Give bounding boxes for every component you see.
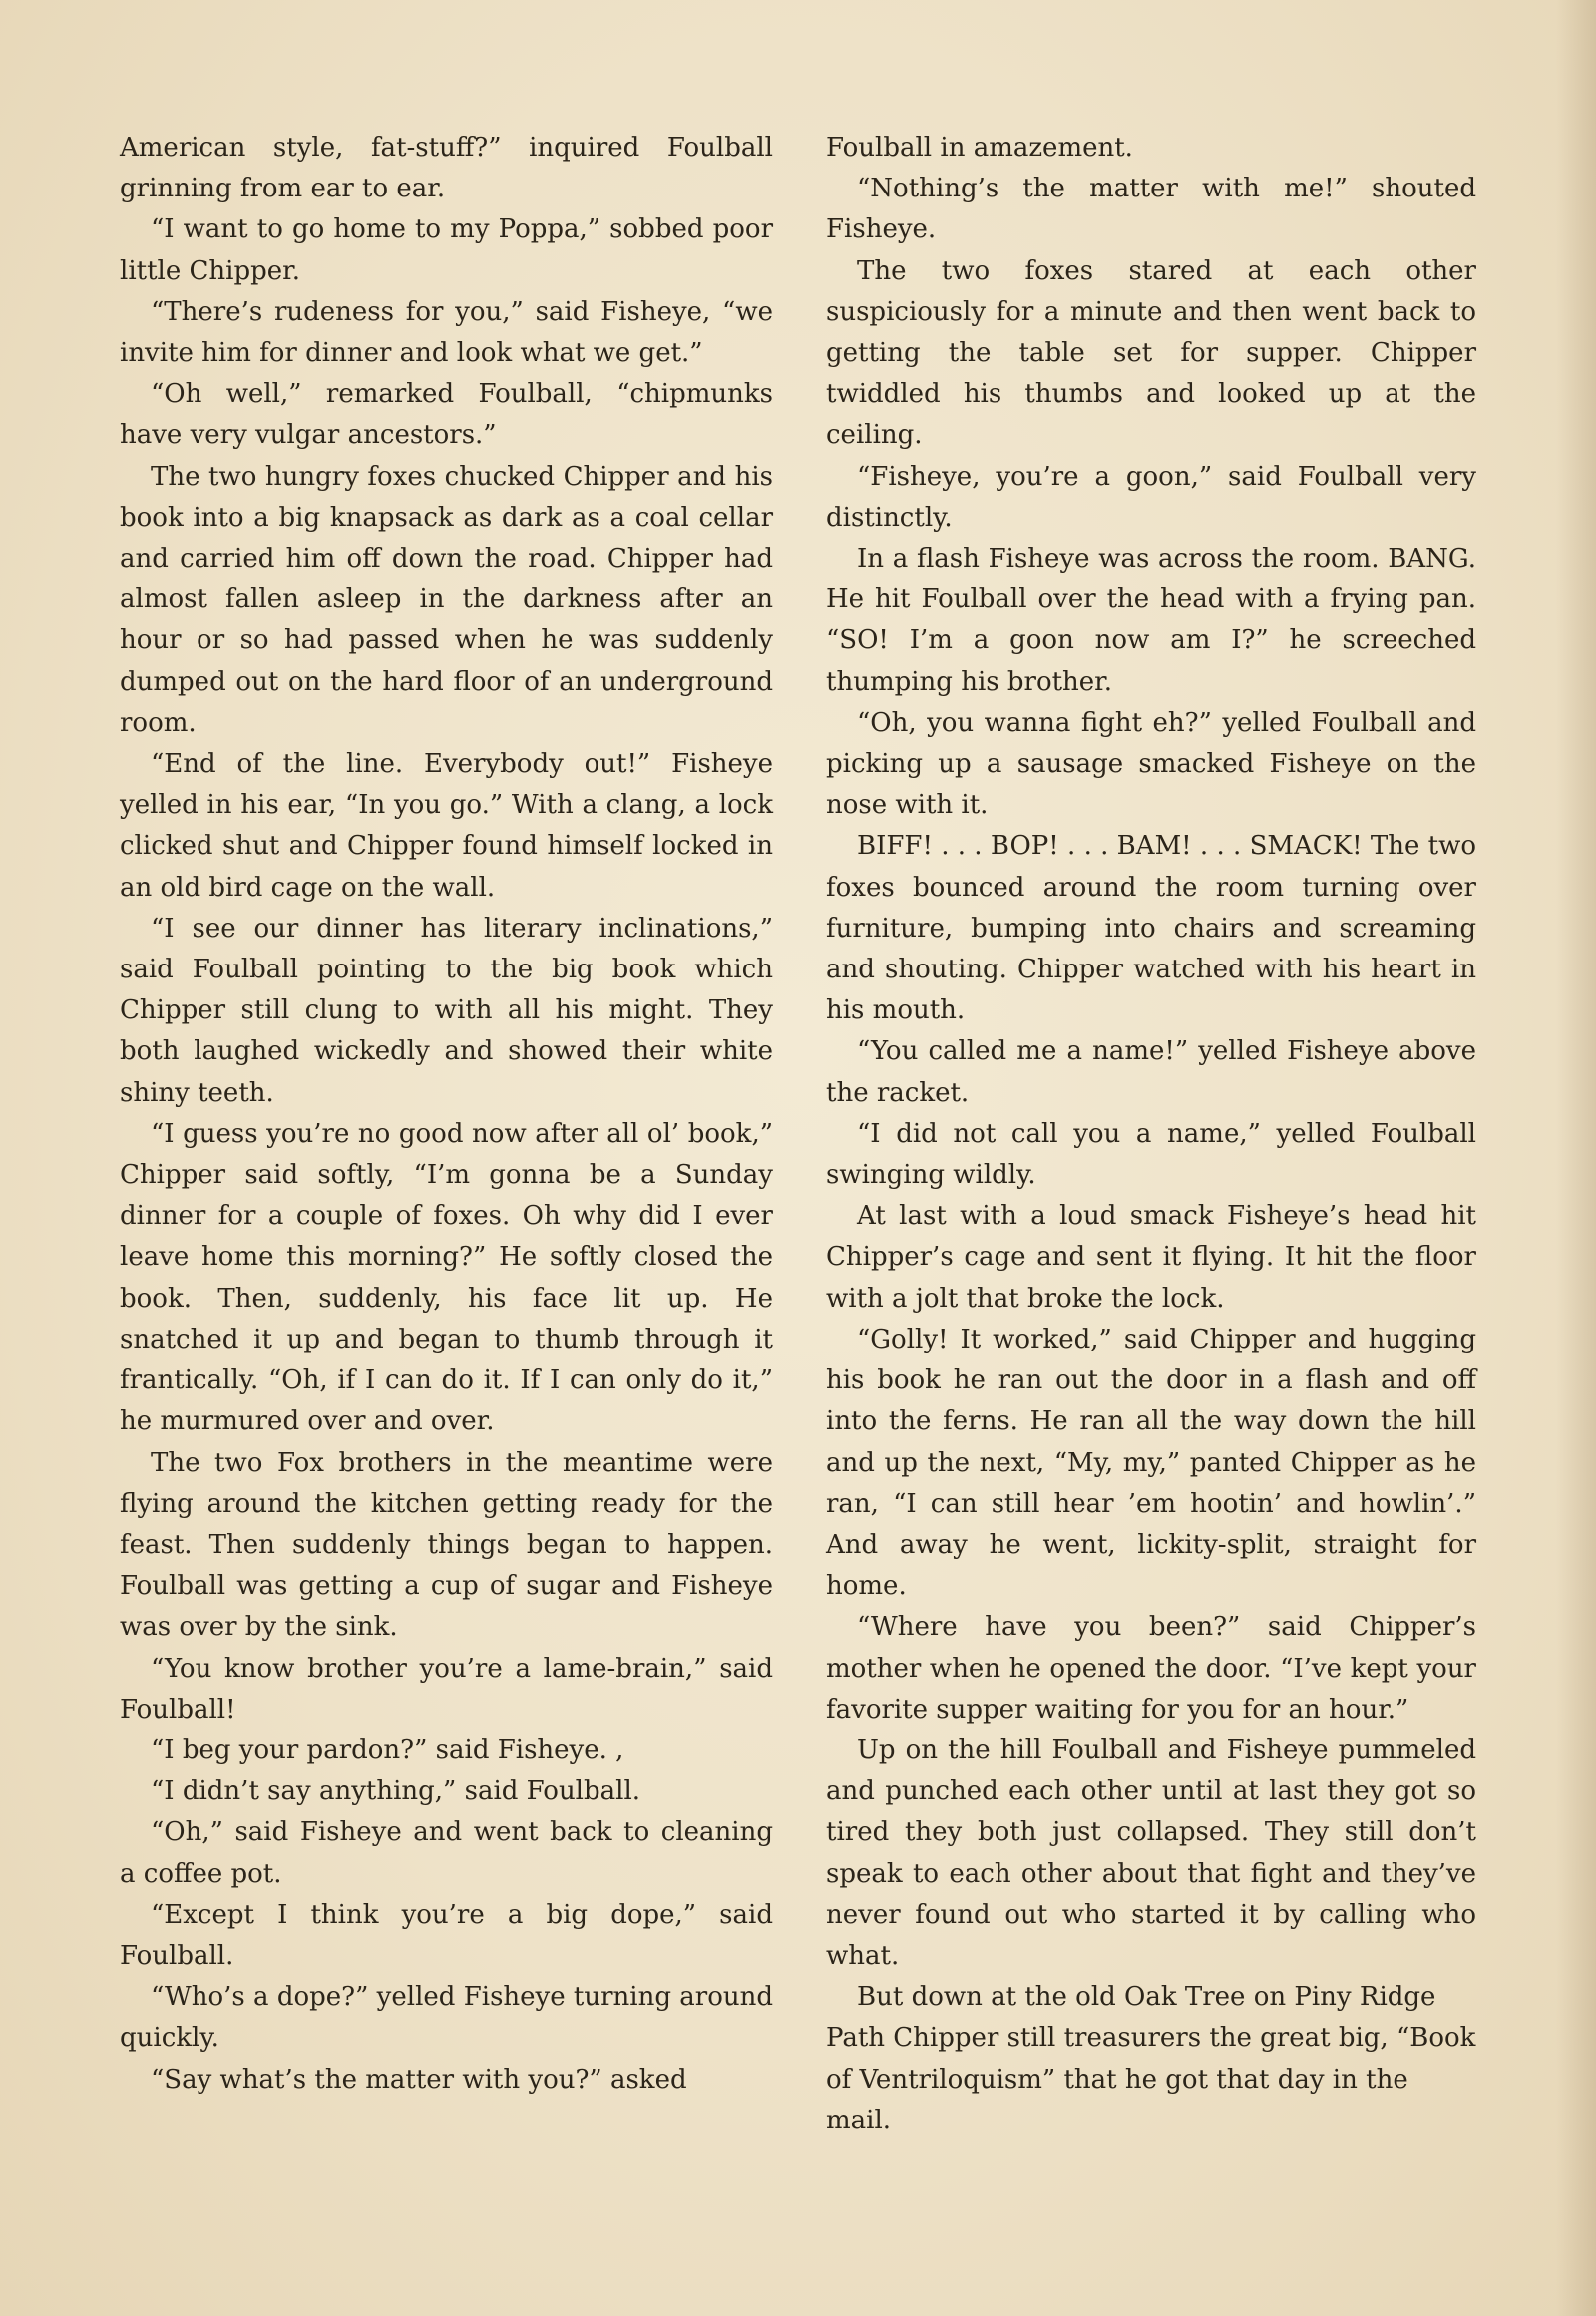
paragraph: “Oh,” said Fisheye and went back to cleaning a coffee pot. (120, 1817, 773, 1889)
paragraph: “Golly! It worked,” said Chipper and hugging his book he ran out the door in a flash and off into the ferns. He ran all the way down the hill and up the next, “My, my,” panted Chipper as he ran, “I can still hear ’em hootin’ and howlin’.” And away he went, lickity-split, straight for home. (826, 1324, 1476, 1602)
paragraph: “Where have you been?” said Chipper’s mother when he opened the door. “I’ve kept your favorite supper waiting for you for an hour.” (826, 1612, 1476, 1725)
paragraph: Foulball in amazement. (826, 133, 1133, 163)
paragraph: “I didn’t say anything,” said Foulball. (151, 1776, 641, 1807)
paragraph: “Say what’s the matter with you?” asked (151, 2064, 687, 2095)
paragraph: American style, fat-stuff?” inquired Foulball grinning from ear to ear. (120, 133, 773, 204)
paragraph: “Oh well,” remarked Foulball, “chipmunks have very vulgar ancestors.” (120, 379, 773, 451)
paragraph: Up on the hill Foulball and Fisheye pummeled and punched each other until at last they got so tired they both just collapsed. They still don’t speak to each other about that fight and they’ve never found out who started it by calling who what. (826, 1735, 1476, 1971)
paragraph: “Fisheye, you’re a goon,” said Foulball very distinctly. (826, 461, 1476, 533)
paragraph: “I beg your pardon?” said Fisheye. , (151, 1735, 624, 1765)
paragraph: “I want to go home to my Poppa,” sobbed poor little Chipper. (120, 214, 773, 286)
paragraph: “End of the line. Everybody out!” Fisheye yelled in his ear, “In you go.” With a clang, a lock clicked shut and Chipper found himself locked in an old bird cage on the wall. (120, 749, 773, 903)
left-text-column (120, 128, 773, 2101)
right-text-column (826, 128, 1476, 2141)
paragraph: “Nothing’s the matter with me!” shouted Fisheye. (826, 174, 1476, 245)
paragraph: “Who’s a dope?” yelled Fisheye turning around quickly. (120, 1982, 773, 2054)
paragraph: But down at the old Oak Tree on Piny Ridge Path Chipper still treasurers the great big, “Book of Ventriloquism” that he got that day in the mail. (826, 1982, 1476, 2135)
paragraph: The two Fox brothers in the meantime were flying around the kitchen getting ready for the feast. Then suddenly things began to happen. Foulball was getting a cup of sugar and Fisheye was over by the sink. (120, 1447, 773, 1643)
paragraph: “I did not call you a name,” yelled Foulball swinging wildly. (826, 1118, 1476, 1191)
paragraph: At last with a loud smack Fisheye’s head hit Chipper’s cage and sent it flying. It hit the floor with a jolt that broke the lock. (826, 1201, 1476, 1314)
paragraph: In a flash Fisheye was across the room. BANG. He hit Foulball over the head with a frying pan. “SO! I’m a goon now am I?” he screeched thumping his brother. (826, 544, 1476, 697)
paragraph: “There’s rudeness for you,” said Fisheye, “we invite him for dinner and look what we get.” (120, 296, 773, 369)
paragraph: The two foxes stared at each other suspiciously for a minute and then went back to getting the table set for supper. Chipper twiddled his thumbs and looked up at the ceiling. (826, 255, 1476, 451)
page-fold-shadow (1556, 0, 1596, 2316)
paragraph: “I guess you’re no good now after all ol’ book,” Chipper said softly, “I’m gonna be a Sunday dinner for a couple of foxes. Oh why did I ever leave home this morning?” He softly closed the book. Then, suddenly, his face lit up. He snatched it up and began to thumb through it frantically. “Oh, if I can do it. If I can only do it,” he murmured over and over. (120, 1118, 773, 1437)
paragraph: “You know brother you’re a lame-brain,” said Foulball! (120, 1653, 773, 1725)
paragraph: BIFF! . . . BOP! . . . BAM! . . . SMACK! The two foxes bounced around the room turning over furniture, bumping into chairs and screaming and shouting. Chipper watched with his heart in his mouth. (826, 831, 1476, 1026)
paragraph: “Oh, you wanna fight eh?” yelled Foulball and picking up a sausage smacked Fisheye on the nose with it. (826, 707, 1476, 821)
paragraph: “Except I think you’re a big dope,” said Foulball. (120, 1899, 773, 1971)
paragraph: “I see our dinner has literary inclinations,” said Foulball pointing to the big book which Chipper still clung to with all his might. They both laughed wickedly and showed their white shiny teeth. (120, 913, 773, 1108)
paragraph: The two hungry foxes chucked Chipper and his book into a big knapsack as dark as a coal cellar and carried him off down the road. Chipper had almost fallen asleep in the darkness after an hour or so had passed when he was suddenly dumped out on the hard floor of an underground room. (120, 461, 773, 738)
paragraph: “You called me a name!” yelled Fisheye above the racket. (826, 1036, 1476, 1108)
